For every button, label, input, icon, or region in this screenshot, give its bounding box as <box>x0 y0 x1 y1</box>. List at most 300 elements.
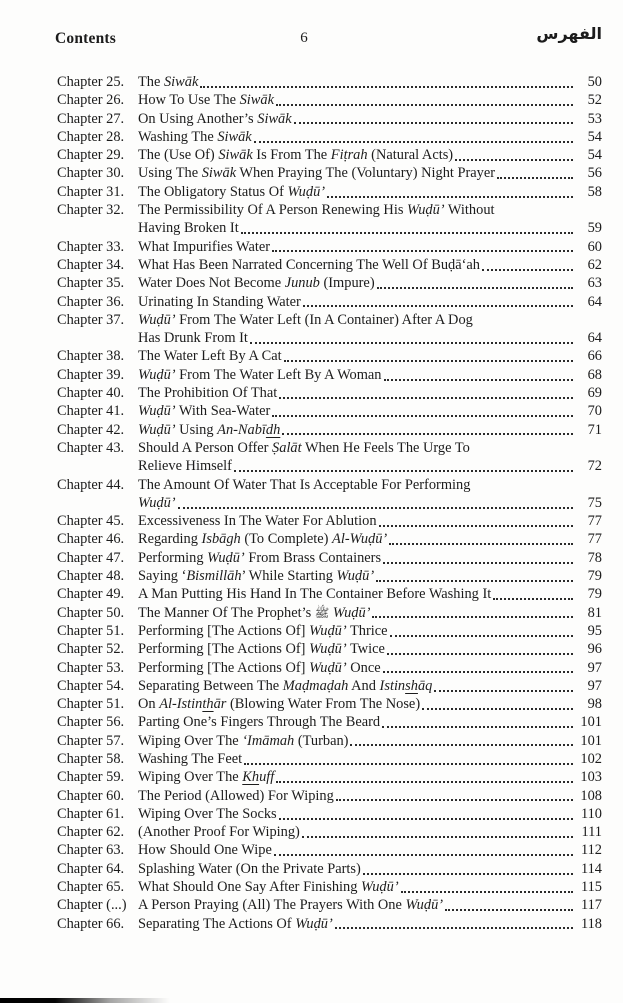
dot-leader <box>284 360 573 362</box>
toc-entry-body <box>138 640 602 658</box>
title-segment: On Using Another’s <box>138 110 258 127</box>
toc-entry-continuation <box>57 329 602 347</box>
page-reference: 53 <box>587 110 602 127</box>
page-reference: 64 <box>587 293 602 310</box>
page-reference: 81 <box>587 604 602 621</box>
title-segment: Wuḍū’ <box>407 202 445 219</box>
chapter-title <box>138 915 333 933</box>
page-reference: 54 <box>587 147 602 164</box>
title-segment: The Amount Of Water That Is Acceptable For Performing <box>138 476 471 493</box>
dot-leader <box>282 433 573 435</box>
title-segment: Is From The <box>252 147 331 164</box>
title-segment: (To Complete) <box>240 531 333 548</box>
title-segment: (Another Proof For Wiping) <box>138 824 300 841</box>
title-segment: uff <box>259 769 275 786</box>
title-segment: Bismillāh <box>186 568 242 585</box>
page-reference: 95 <box>587 622 602 639</box>
toc-entry <box>57 293 602 311</box>
title-segment: Siwāk <box>218 147 253 164</box>
dot-leader <box>350 744 573 746</box>
chapter-title <box>138 91 274 109</box>
dot-leader <box>387 653 573 655</box>
title-segment: Siwāk <box>239 92 274 109</box>
toc-entry-body <box>138 164 602 182</box>
chapter-label: Chapter 50. <box>57 604 125 621</box>
chapter-label: Chapter 64. <box>57 860 125 877</box>
title-segment: The Permissibility Of A Person Renewing His <box>138 202 408 219</box>
toc-entry <box>57 238 602 256</box>
title-segment: Using The <box>138 165 202 182</box>
chapter-title <box>138 274 375 292</box>
page-reference: 114 <box>580 860 602 877</box>
page-reference: 112 <box>580 842 602 859</box>
chapter-title <box>138 73 198 91</box>
title-segment: How Should One Wipe <box>138 842 272 859</box>
chapter-label: Chapter 41. <box>57 403 125 420</box>
title-segment: Maḍmaḍah <box>282 677 349 694</box>
toc-entry <box>57 439 602 457</box>
dot-leader <box>272 250 573 252</box>
title-segment: Wuḍū’ <box>309 622 347 639</box>
chapter-title <box>138 841 272 859</box>
chapter-title-continued <box>138 457 232 475</box>
title-segment: Wuḍū’ <box>138 403 176 420</box>
dot-leader <box>493 598 573 600</box>
page-reference: 56 <box>587 165 602 182</box>
chapter-title <box>138 823 300 841</box>
chapter-label: Chapter 35. <box>57 275 125 292</box>
title-segment: dh <box>265 421 281 438</box>
title-segment: Thrice <box>346 622 388 639</box>
toc-entry <box>57 256 602 274</box>
title-segment: Separating The Actions Of <box>138 915 296 932</box>
title-segment: A Person Praying (All) The Prayers With One <box>138 897 406 914</box>
toc-entry-body <box>138 256 602 274</box>
title-segment: Fiṭrah <box>330 147 368 164</box>
chapter-title <box>138 585 491 603</box>
title-segment: What Impurifies Water <box>138 238 271 255</box>
page-reference: 118 <box>580 915 602 932</box>
toc-entry-body <box>138 476 602 494</box>
dot-leader <box>254 141 573 143</box>
page-reference: 66 <box>587 348 602 365</box>
page-reference: 97 <box>587 659 602 676</box>
dot-leader <box>336 799 573 801</box>
page-reference: 97 <box>587 677 602 694</box>
toc-entry <box>57 823 602 841</box>
toc-entry <box>57 73 602 91</box>
dot-leader <box>363 873 573 875</box>
toc-entry-body <box>138 201 602 219</box>
title-segment: Wuḍū’ <box>295 915 333 932</box>
toc-entry-body <box>138 604 602 622</box>
toc-entry-body <box>138 402 602 420</box>
title-segment: (Turban) <box>294 732 349 749</box>
chapter-title <box>138 384 277 402</box>
title-segment: Kh <box>242 769 260 786</box>
title-segment: Al-Wuḍū’ <box>332 531 388 548</box>
chapter-title-continued <box>138 494 176 512</box>
dot-leader <box>272 415 573 417</box>
dot-leader <box>379 525 573 527</box>
dot-leader <box>434 690 573 692</box>
title-segment: Without <box>444 202 495 219</box>
chapter-title <box>138 128 252 146</box>
page-reference: 62 <box>587 256 602 273</box>
page-reference: 78 <box>587 549 602 566</box>
title-segment: Wuḍū’ <box>332 604 371 621</box>
chapter-label: Chapter 37. <box>57 311 125 328</box>
title-segment: (Blowing Water From The Nose) <box>226 696 421 713</box>
page-reference: 54 <box>587 128 602 145</box>
toc-entry-body <box>138 110 602 128</box>
page-reference: 115 <box>580 879 602 896</box>
toc-entry <box>57 622 602 640</box>
chapter-label: Chapter 52. <box>57 641 125 658</box>
page-reference: 63 <box>587 275 602 292</box>
title-segment: th <box>202 696 214 713</box>
dot-leader <box>303 305 573 307</box>
chapter-label: Chapter 54. <box>57 677 125 694</box>
toc-entry-body <box>138 439 602 457</box>
page-reference: 96 <box>587 641 602 658</box>
title-segment: How To Use The <box>138 92 240 109</box>
chapter-title <box>138 787 334 805</box>
toc-entry <box>57 915 602 933</box>
toc-entry <box>57 604 602 622</box>
chapter-label: Chapter 38. <box>57 348 125 365</box>
chapter-title <box>138 238 270 256</box>
toc-entry-continuation <box>57 494 602 512</box>
title-segment: A Man Putting His Hand In The Container Before Washing It <box>138 586 492 603</box>
title-segment: Parting One’s Fingers Through The Beard <box>138 714 381 731</box>
toc-entry <box>57 640 602 658</box>
title-segment: Wuḍū’ <box>361 879 399 896</box>
chapter-title <box>138 146 453 164</box>
toc-entry <box>57 110 602 128</box>
title-segment: When Praying The (Voluntary) Night Prayer <box>236 165 496 182</box>
page-reference: 101 <box>580 714 602 731</box>
title-segment: Wuḍū’ <box>287 183 326 200</box>
chapter-label: Chapter 47. <box>57 549 125 566</box>
chapter-title <box>138 476 470 494</box>
chapter-label: Chapter 48. <box>57 568 125 585</box>
title-segment: Wiping Over The Socks <box>138 805 277 822</box>
toc-entry-body <box>138 549 602 567</box>
chapter-title <box>138 695 420 713</box>
chapter-label: Chapter 31. <box>57 183 125 200</box>
title-segment: Washing The <box>138 128 218 145</box>
chapter-title <box>138 549 381 567</box>
page-reference: 59 <box>587 220 602 237</box>
dot-leader <box>335 927 573 929</box>
chapter-title <box>138 110 292 128</box>
page-reference: 110 <box>580 805 602 822</box>
chapter-title <box>138 677 432 695</box>
toc-entry <box>57 421 602 439</box>
toc-entry <box>57 567 602 585</box>
chapter-title <box>138 860 361 878</box>
toc-entry-body <box>138 512 602 530</box>
title-segment: Relieve Himself <box>138 458 232 475</box>
title-segment: āq <box>417 677 433 694</box>
toc-entry-body <box>138 695 602 713</box>
dot-leader <box>279 397 573 399</box>
chapter-title <box>138 201 495 219</box>
page-number: 6 <box>300 30 308 46</box>
dot-leader <box>241 232 573 234</box>
chapter-title <box>138 164 495 182</box>
chapter-title <box>138 256 480 274</box>
title-segment: Performing [The Actions Of] <box>138 641 310 658</box>
title-segment: Wuḍū’ <box>405 897 444 914</box>
toc-entry <box>57 201 602 219</box>
chapter-label: Chapter 51. <box>57 622 125 639</box>
toc-entry <box>57 402 602 420</box>
dot-leader <box>276 104 573 106</box>
scan-shadow-artifact <box>0 998 230 1003</box>
title-segment: The (Use Of) <box>138 147 219 164</box>
title-segment: Water Does Not Become <box>138 275 285 292</box>
title-segment: The Period (Allowed) For Wiping <box>138 787 334 804</box>
toc-entry <box>57 750 602 768</box>
page-reference: 111 <box>581 824 602 841</box>
toc-entry-body <box>138 183 602 201</box>
chapter-title <box>138 640 385 658</box>
title-segment: Performing [The Actions Of] <box>138 659 310 676</box>
chapter-label: Chapter 29. <box>57 147 125 164</box>
chapter-label: Chapter 57. <box>57 732 125 749</box>
title-segment: Siwāk <box>163 74 199 90</box>
chapter-title <box>138 347 282 365</box>
chapter-title <box>138 311 473 329</box>
toc-entry <box>57 787 602 805</box>
chapter-label: Chapter 30. <box>57 165 125 182</box>
title-segment: Siwāk <box>257 110 292 127</box>
header-contents-label: Contents <box>55 30 117 47</box>
toc-entry-body <box>138 128 602 146</box>
toc-entry-body <box>138 91 602 109</box>
toc-entry <box>57 677 602 695</box>
page-reference: 71 <box>587 421 602 438</box>
title-segment: Performing [The Actions Of] <box>138 622 310 639</box>
toc-entry <box>57 549 602 567</box>
page-reference: 108 <box>580 787 602 804</box>
toc-entry-body <box>138 787 602 805</box>
title-segment: Isbāgh <box>201 531 241 548</box>
title-segment: Junub <box>284 275 320 292</box>
chapter-label: Chapter 27. <box>57 110 125 127</box>
chapter-label: Chapter 56. <box>57 714 125 731</box>
dot-leader <box>482 269 573 271</box>
toc-entry-body <box>138 219 602 237</box>
chapter-label: Chapter 62. <box>57 824 125 841</box>
page-reference: 70 <box>587 403 602 420</box>
chapter-label: Chapter 40. <box>57 385 125 402</box>
toc-entry-body <box>138 73 602 91</box>
title-segment: From The Water Left (In A Container) After A Dog <box>175 311 473 328</box>
toc-entry-body <box>138 311 602 329</box>
toc-entry <box>57 384 602 402</box>
chapter-label: Chapter 53. <box>57 659 125 676</box>
toc-entry-body <box>138 659 602 677</box>
page-reference: 75 <box>587 494 602 511</box>
page-header <box>0 0 623 52</box>
title-segment: Splashing Water (On the Private Parts) <box>138 860 361 877</box>
chapter-label: Chapter 26. <box>57 92 125 109</box>
dot-leader <box>382 726 573 728</box>
toc-entry <box>57 768 602 786</box>
toc-entry <box>57 128 602 146</box>
toc-entry <box>57 183 602 201</box>
toc-entry <box>57 659 602 677</box>
title-segment: And <box>348 677 380 694</box>
chapter-label: Chapter 60. <box>57 787 125 804</box>
toc-entry-continuation <box>57 219 602 237</box>
chapter-title <box>138 604 370 622</box>
chapter-title <box>138 878 399 896</box>
title-segment: ‘Imāmah <box>242 732 295 749</box>
chapter-title <box>138 713 380 731</box>
toc-entry <box>57 695 602 713</box>
chapter-title-continued <box>138 219 239 237</box>
title-segment: Wiping Over The <box>138 769 243 786</box>
toc-entry-body <box>138 457 602 475</box>
title-segment: Washing The Feet <box>138 750 243 767</box>
title-segment: The Prohibition Of That <box>138 385 278 402</box>
title-segment: Wuḍū’ <box>138 311 176 328</box>
chapter-title <box>138 622 388 640</box>
chapter-title <box>138 293 301 311</box>
toc-entry <box>57 512 602 530</box>
toc-entry-body <box>138 878 602 896</box>
toc-entry-body <box>138 823 602 841</box>
dot-leader <box>389 543 573 545</box>
title-segment: Twice <box>346 641 385 658</box>
page-reference: 52 <box>587 92 602 109</box>
title-segment: Urinating In Standing Water <box>138 293 301 310</box>
dot-leader <box>234 470 573 472</box>
dot-leader <box>376 580 573 582</box>
title-segment: ār <box>213 696 227 713</box>
title-segment: Using <box>175 421 218 438</box>
toc-entry-body <box>138 768 602 786</box>
title-segment: On <box>138 696 160 713</box>
page-reference: 72 <box>587 458 602 475</box>
page-reference: 117 <box>580 897 602 914</box>
dot-leader <box>383 562 573 564</box>
toc-entry-body <box>138 677 602 695</box>
page-reference: 64 <box>587 330 602 347</box>
chapter-label: Chapter 44. <box>57 476 125 493</box>
chapter-label: Chapter 34. <box>57 256 125 273</box>
dot-leader <box>390 635 573 637</box>
title-segment: Istin <box>379 677 406 694</box>
title-segment: When He Feels The Urge To <box>301 439 470 456</box>
title-segment: Regarding <box>138 531 202 548</box>
chapter-label: Chapter 33. <box>57 238 125 255</box>
toc-list <box>57 73 602 933</box>
title-segment: The <box>138 74 164 90</box>
dot-leader <box>497 177 573 179</box>
dot-leader <box>401 891 573 893</box>
toc-entry <box>57 311 602 329</box>
dot-leader <box>422 708 573 710</box>
chapter-label: Chapter 28. <box>57 128 125 145</box>
chapter-label: Chapter 63. <box>57 842 125 859</box>
toc-entry <box>57 274 602 292</box>
dot-leader <box>383 671 573 673</box>
page-reference: 98 <box>587 696 602 713</box>
chapter-label: Chapter 25. <box>57 74 125 90</box>
chapter-title <box>138 896 443 914</box>
title-segment: sh <box>405 677 418 694</box>
title-segment: Wuḍū’ <box>336 568 375 585</box>
toc-entry <box>57 585 602 603</box>
chapter-title <box>138 732 348 750</box>
title-segment: Wuḍū’ <box>207 549 245 566</box>
title-segment: What Has Been Narrated Concerning The Well Of Buḍā‘ah <box>138 256 480 273</box>
title-segment: Al-Istin <box>159 696 203 713</box>
title-segment: Saying ‘ <box>138 568 187 585</box>
dot-leader <box>279 818 573 820</box>
chapter-title <box>138 183 325 201</box>
toc-entry-body <box>138 274 602 292</box>
toc-entry-body <box>138 805 602 823</box>
toc-entry-body <box>138 915 602 933</box>
page-reference: 102 <box>580 750 602 767</box>
title-segment: Excessiveness In The Water For Ablution <box>138 513 377 530</box>
chapter-title <box>138 366 382 384</box>
toc-entry-body <box>138 732 602 750</box>
chapter-label: Chapter 61. <box>57 805 125 822</box>
toc-entry-body <box>138 841 602 859</box>
toc-entry <box>57 732 602 750</box>
page-reference: 69 <box>587 385 602 402</box>
toc-entry <box>57 713 602 731</box>
dot-leader <box>445 909 573 911</box>
title-segment: ’ While Starting <box>241 568 337 585</box>
title-segment: Siwāk <box>217 128 252 145</box>
chapter-label: Chapter 66. <box>57 915 125 932</box>
title-segment: Wuḍū’ <box>138 494 176 511</box>
toc-entry <box>57 91 602 109</box>
title-segment: The Water Left By A Cat <box>138 348 282 365</box>
toc-entry-body <box>138 494 602 512</box>
toc-entry-continuation <box>57 457 602 475</box>
title-segment: Siwāk <box>201 165 237 182</box>
page-reference: 77 <box>587 531 602 548</box>
dot-leader <box>372 616 573 618</box>
chapter-title-continued <box>138 329 248 347</box>
title-segment: Wiping Over The <box>138 732 243 749</box>
dot-leader <box>327 196 573 198</box>
toc-entry <box>57 146 602 164</box>
title-segment: The Obligatory Status Of <box>138 183 288 200</box>
dot-leader <box>250 342 573 344</box>
chapter-label: Chapter (...) <box>57 897 127 914</box>
toc-entry-body <box>138 860 602 878</box>
dot-leader <box>244 763 573 765</box>
title-segment: Wuḍū’ <box>138 421 176 438</box>
toc-entry-body <box>138 293 602 311</box>
toc-entry-body <box>138 713 602 731</box>
dot-leader <box>302 836 573 838</box>
title-segment: Has Drunk From It <box>138 330 248 347</box>
chapter-label: Chapter 46. <box>57 531 125 548</box>
title-segment: Performing <box>138 549 208 566</box>
title-segment: Should A Person Offer <box>138 439 273 456</box>
